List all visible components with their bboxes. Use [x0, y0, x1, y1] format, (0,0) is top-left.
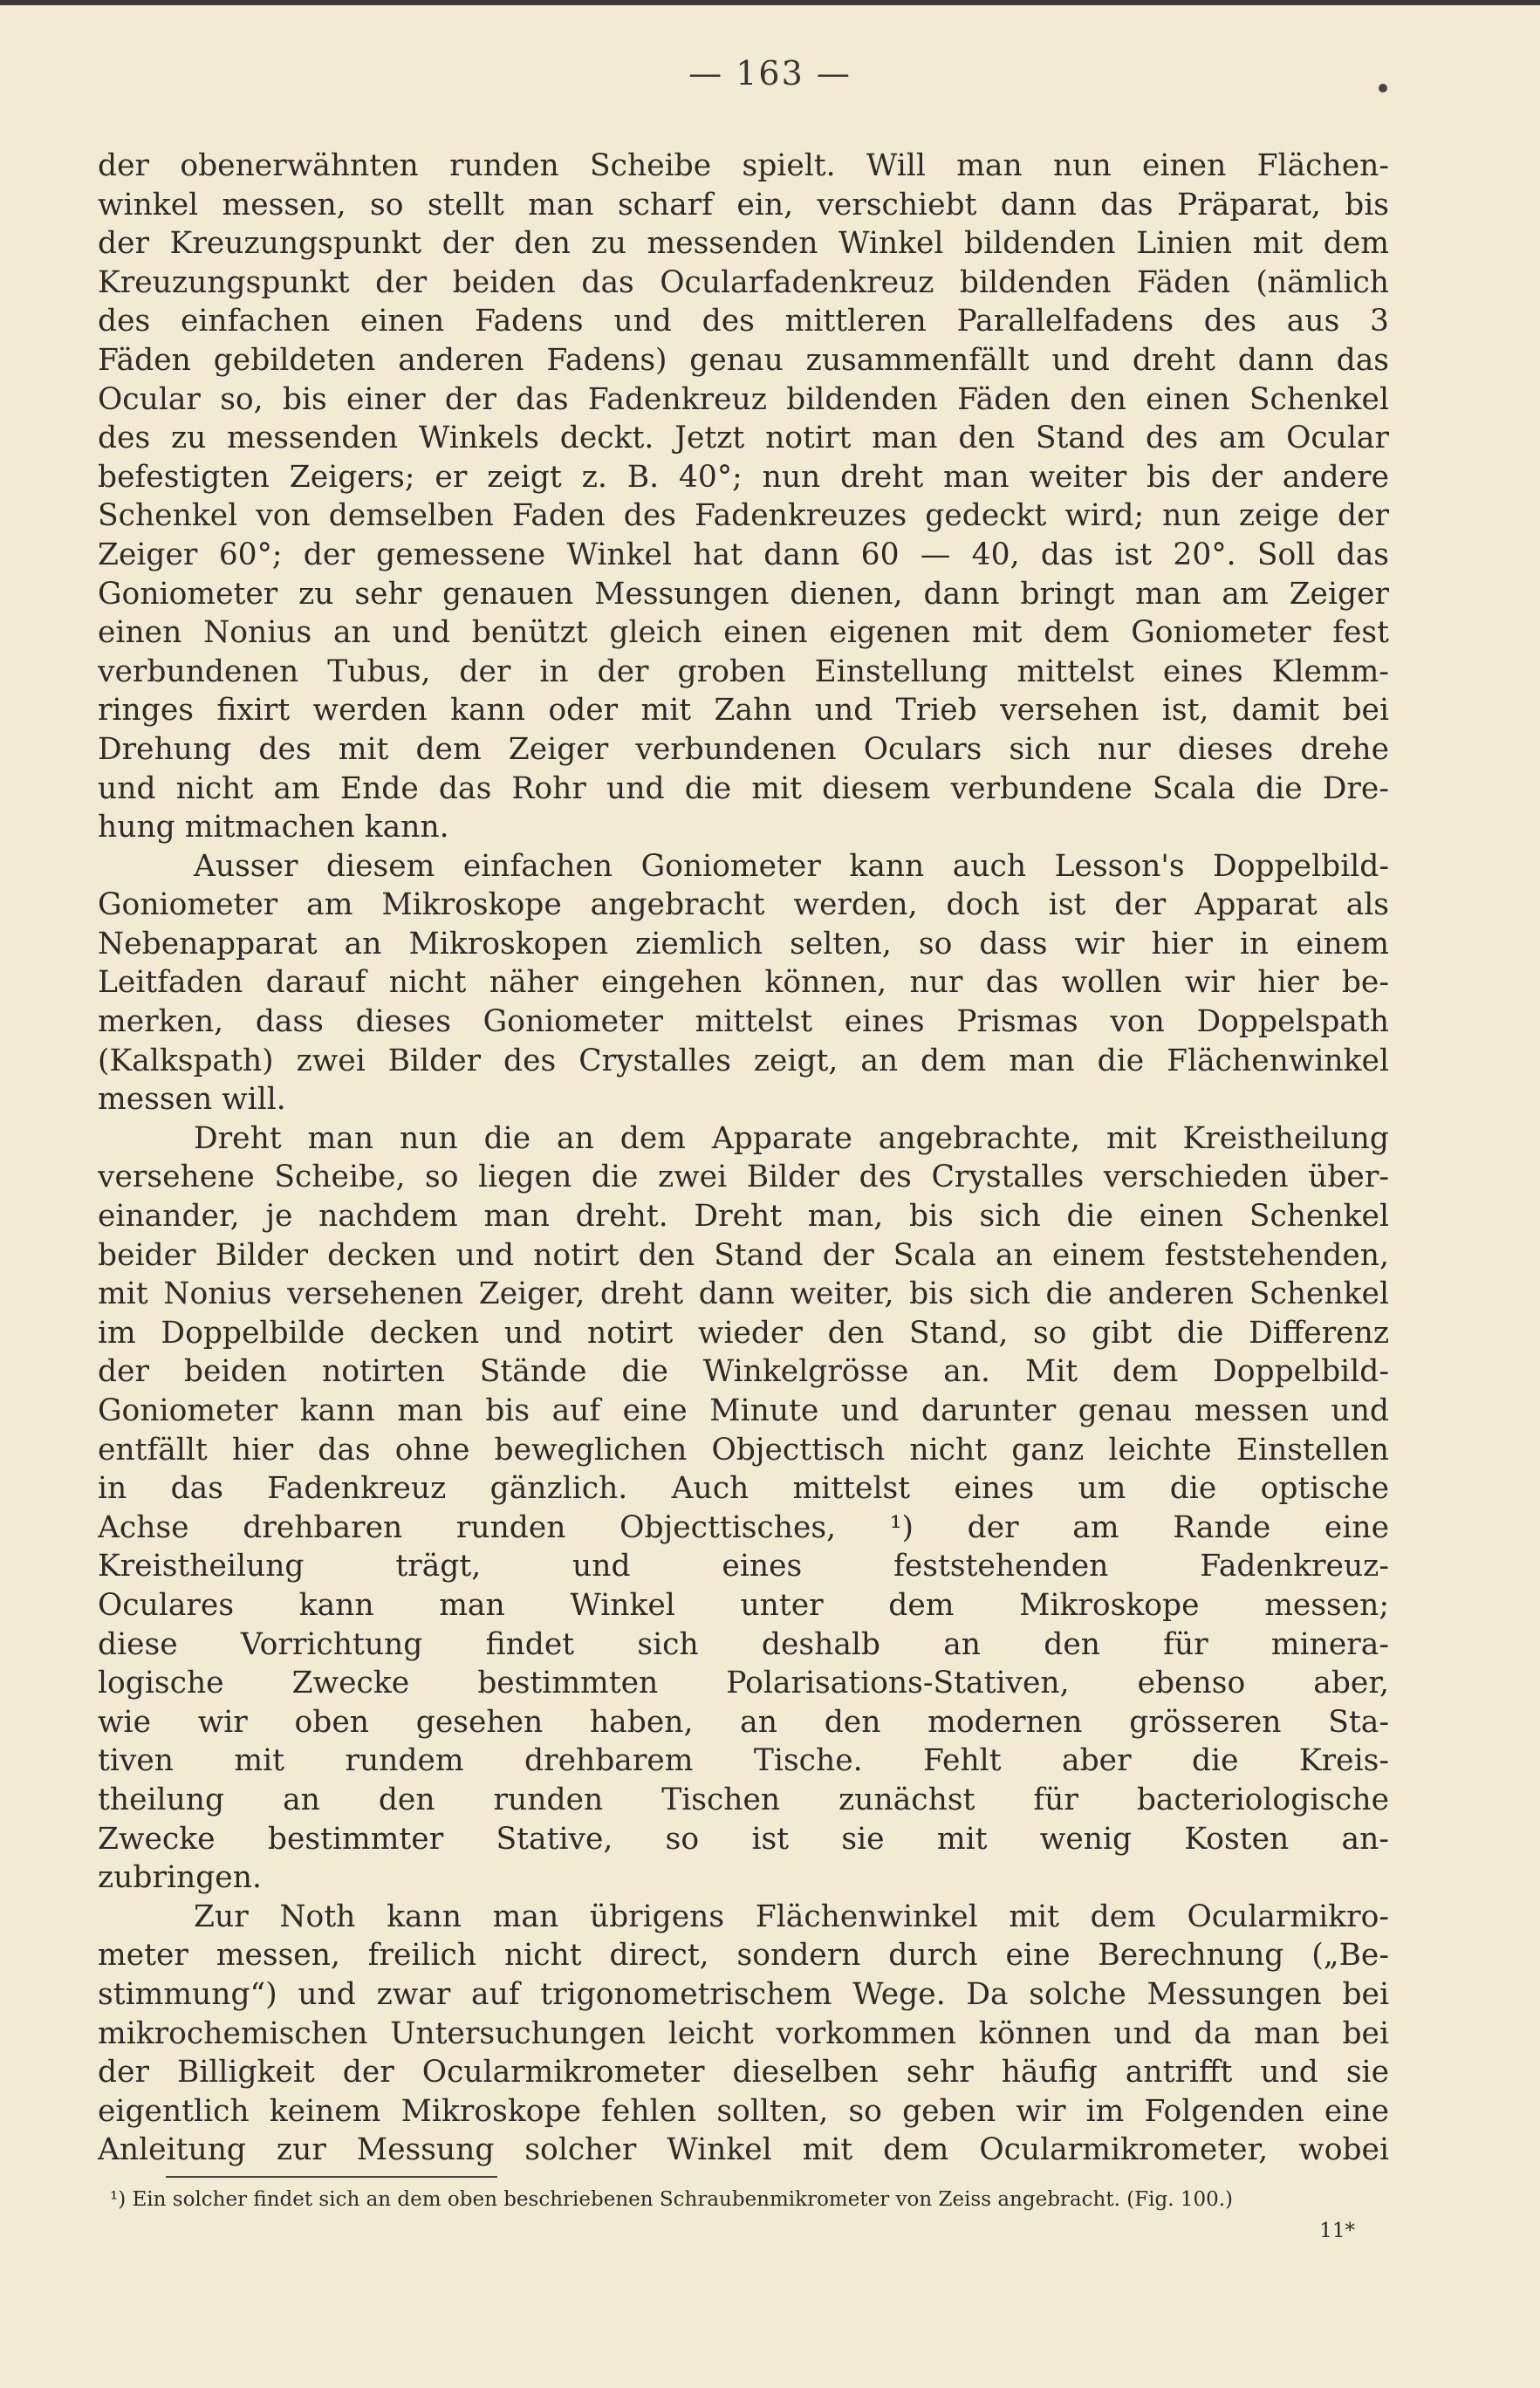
text-line: Goniometer zu sehr genauen Messungen dienen, dann bringt man am Zeiger — [98, 576, 1389, 612]
ink-spot — [1379, 84, 1387, 92]
text-line: mikrochemischen Untersuchungen leicht vorkommen können und da man bei — [98, 2015, 1389, 2051]
text-line: Kreistheilung trägt, und eines feststehenden Fadenkreuz- — [98, 1549, 1389, 1584]
text-line: in das Fadenkreuz gänzlich. Auch mittelst eines um die optische — [98, 1471, 1389, 1507]
text-line: verbundenen Tubus, der in der groben Einstellung mittelst eines Klemm- — [98, 653, 1389, 689]
text-line: einen Nonius an und benützt gleich einen eigenen mit dem Goniometer fest — [98, 615, 1389, 651]
text-line: und nicht am Ende das Rohr und die mit diesem verbundene Scala die Dre- — [98, 770, 1389, 806]
text-line: tiven mit rundem drehbarem Tische. Fehlt aber die Kreis- — [98, 1743, 1389, 1779]
text-line: Nebenapparat an Mikroskopen ziemlich selten, so dass wir hier in einem — [98, 926, 1389, 961]
text-line: entfällt hier das ohne beweglichen Objecttisch nicht ganz leichte Einstellen — [98, 1432, 1389, 1468]
text-line: Kreuzungspunkt der beiden das Ocularfadenkreuz bildenden Fäden (nämlich — [98, 264, 1389, 300]
text-line: Goniometer am Mikroskope angebracht werden, doch ist der Apparat als — [98, 887, 1389, 923]
text-line: meter messen, freilich nicht direct, sondern durch eine Berechnung („Be- — [98, 1938, 1389, 1974]
text-line: Leitfaden darauf nicht näher eingehen können, nur das wollen wir hier be- — [98, 965, 1389, 1001]
footnote-separator — [166, 2176, 497, 2178]
text-line: der Billigkeit der Ocularmikrometer dieselben sehr häufig antrifft und sie — [98, 2055, 1389, 2090]
text-line: theilung an den runden Tischen zunächst für bacteriologische — [98, 1782, 1389, 1817]
text-line: winkel messen, so stellt man scharf ein, verschiebt dann das Präparat, bis — [98, 187, 1389, 222]
text-line: Zur Noth kann man übrigens Flächenwinkel mit dem Ocularmikro- — [194, 1899, 1389, 1934]
text-line: Dreht man nun die an dem Apparate angebrachte, mit Kreistheilung — [194, 1120, 1389, 1156]
text-line: diese Vorrichtung findet sich deshalb an den für minera- — [98, 1626, 1389, 1662]
text-line: Drehung des mit dem Zeiger verbundenen Oculars sich nur dieses drehe — [98, 731, 1389, 767]
top-border-rule — [0, 0, 1540, 5]
text-line: versehene Scheibe, so liegen die zwei Bilder des Crystalles verschieden über- — [98, 1160, 1389, 1195]
text-line: Fäden gebildeten anderen Fadens) genau zusammenfällt und dreht dann das — [98, 342, 1389, 378]
body-text — [98, 147, 1389, 2170]
text-line: Zwecke bestimmter Stative, so ist sie mit wenig Kosten an- — [98, 1821, 1389, 1857]
text-line: Goniometer kann man bis auf eine Minute und darunter genau messen und — [98, 1393, 1389, 1428]
text-line: befestigten Zeigers; er zeigt z. B. 40°; nun dreht man weiter bis der andere — [98, 459, 1389, 495]
text-line: merken, dass dieses Goniometer mittelst eines Prismas von Doppelspath — [98, 1004, 1389, 1040]
text-line: der Kreuzungspunkt der den zu messenden Winkel bildenden Linien mit dem — [98, 226, 1389, 262]
text-line: Achse drehbaren runden Objecttisches, ¹) der am Rande eine — [98, 1509, 1389, 1545]
text-line: der beiden notirten Stände die Winkelgrösse an. Mit dem Doppelbild- — [98, 1354, 1389, 1390]
text-line: Anleitung zur Messung solcher Winkel mit dem Ocularmikrometer, wobei — [98, 2132, 1389, 2168]
text-line: hung mitmachen kann. — [98, 810, 449, 845]
text-line: stimmung“) und zwar auf trigonometrischem Wege. Da solche Messungen bei — [98, 1976, 1389, 2012]
text-line: mit Nonius versehenen Zeiger, dreht dann weiter, bis sich die anderen Schenkel — [98, 1276, 1389, 1312]
footnote: ¹) Ein solcher findet sich an dem oben beschriebenen Schraubenmikrometer von Zeiss angebracht. (Fig. 100.) — [110, 2188, 1234, 2211]
page-number-header: — 163 — — [688, 54, 852, 92]
text-line: Ausser diesem einfachen Goniometer kann auch Lesson's Doppelbild- — [194, 848, 1389, 884]
text-line: des einfachen einen Fadens und des mittleren Parallelfadens des aus 3 — [98, 304, 1389, 339]
text-line: des zu messenden Winkels deckt. Jetzt notirt man den Stand des am Ocular — [98, 421, 1389, 456]
text-line: ringes fixirt werden kann oder mit Zahn und Trieb versehen ist, damit bei — [98, 693, 1389, 729]
text-line: im Doppelbilde decken und notirt wieder den Stand, so gibt die Differenz — [98, 1315, 1389, 1351]
text-line: eigentlich keinem Mikroskope fehlen sollten, so geben wir im Folgenden eine — [98, 2093, 1389, 2129]
sheet-signature: 11* — [1319, 2220, 1355, 2242]
text-line: logische Zwecke bestimmten Polarisations-Stativen, ebenso aber, — [98, 1666, 1389, 1701]
text-line: Zeiger 60°; der gemessene Winkel hat dann 60 — 40, das ist 20°. Soll das — [98, 537, 1389, 572]
text-line: beider Bilder decken und notirt den Stand der Scala an einem feststehenden, — [98, 1237, 1389, 1273]
text-line: wie wir oben gesehen haben, an den modernen grösseren Sta- — [98, 1704, 1389, 1740]
text-line: Schenkel von demselben Faden des Fadenkreuzes gedeckt wird; nun zeige der — [98, 498, 1389, 534]
text-line: zubringen. — [98, 1860, 262, 1896]
text-line: Ocular so, bis einer der das Fadenkreuz bildenden Fäden den einen Schenkel — [98, 381, 1389, 417]
text-line: der obenerwähnten runden Scheibe spielt. Will man nun einen Flächen- — [98, 148, 1389, 183]
text-line: Oculares kann man Winkel unter dem Mikroskope messen; — [98, 1587, 1389, 1623]
text-line: einander, je nachdem man dreht. Dreht man, bis sich die einen Schenkel — [98, 1199, 1389, 1235]
text-line: (Kalkspath) zwei Bilder des Crystalles zeigt, an dem man die Flächenwinkel — [98, 1043, 1389, 1078]
text-line: messen will. — [98, 1082, 286, 1118]
